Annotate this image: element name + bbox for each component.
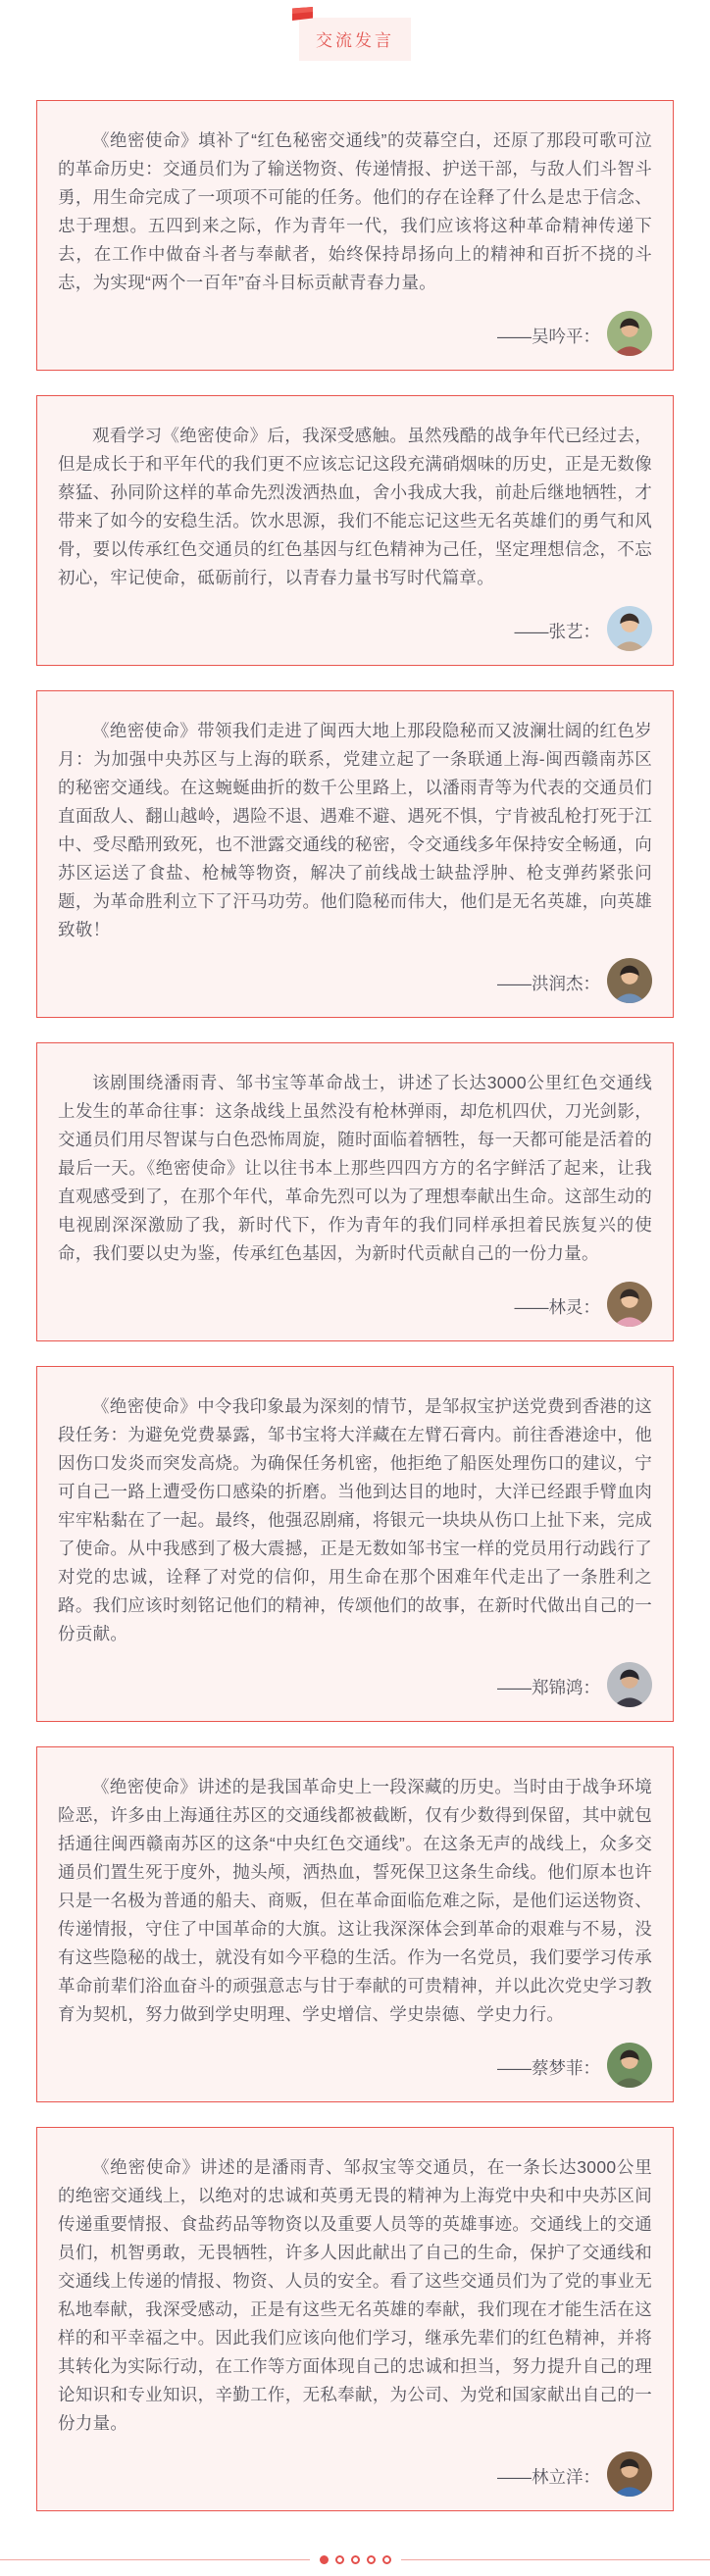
author-row <box>58 311 652 356</box>
pager-dot[interactable] <box>367 2555 376 2564</box>
author-name: ——林立洋： <box>497 2464 600 2497</box>
author-name: ——蔡梦菲： <box>497 2055 600 2088</box>
section-title-box <box>299 18 411 61</box>
comment-card <box>36 1042 674 1341</box>
red-flag-icon <box>292 7 313 21</box>
author-name: ——吴吟平： <box>497 324 600 356</box>
author-row <box>58 2451 652 2497</box>
comment-text: 该剧围绕潘雨青、邹书宝等革命战士，讲述了长达3000公里红色交通线上发生的革命往事：这条战线上虽然没有枪林弹雨，却危机四伏，刀光剑影，交通员们用尽智谋与白色恐怖周旋，随时面临着牺牲，每一天都可能是活着的最后一天。《绝密使命》让以往书本上那些四四方方的名字鲜活了起来，让我直观感受到了，在那个年代，革命先烈可以为了理想奉献出生命。这部生动的电视剧深深激励了我，新时代下，作为青年的我们同样承担着民族复兴的使命，我们要以史为鉴，传承红色基因，为新时代贡献自己的一份力量。 <box>58 1069 652 1268</box>
pager-dot-active[interactable] <box>320 2555 329 2564</box>
avatar <box>607 2043 652 2088</box>
carousel-pager <box>0 2555 710 2564</box>
comment-card-list <box>0 100 710 2511</box>
comment-text: 观看学习《绝密使命》后，我深受感触。虽然残酷的战争年代已经过去，但是成长于和平年代的我们更不应该忘记这段充满硝烟味的历史，正是无数像蔡猛、孙同阶这样的革命先烈泼洒热血，舍小我成大我，前赴后继地牺牲，才带来了如今的安稳生活。饮水思源，我们不能忘记这些无名英雄们的勇气和风骨，要以传承红色交通员的红色基因与红色精神为己任，坚定理想信念，不忘初心，牢记使命，砥砺前行，以青春力量书写时代篇章。 <box>58 422 652 592</box>
comment-card <box>36 395 674 666</box>
avatar <box>607 311 652 356</box>
author-row <box>58 1662 652 1707</box>
author-name: ——郑锦鸿： <box>497 1675 600 1707</box>
comment-card <box>36 100 674 371</box>
comment-text: 《绝密使命》讲述的是潘雨青、邹叔宝等交通员，在一条长达3000公里的绝密交通线上，以绝对的忠诚和英勇无畏的精神为上海党中央和中央苏区间传递重要情报、食盐药品等物资以及重要人员等的英雄事迹。交通线上的交通员们，机智勇敢，无畏牺牲，许多人因此献出了自己的生命，保护了交通线和交通线上传递的情报、物资、人员的安全。看了这些交通员们为了党的事业无私地奉献，我深受感动，正是有这些无名英雄的奉献，我们现在才能生活在这样的和平幸福之中。因此我们应该向他们学习，继承先辈们的红色精神，并将其转化为实际行动，在工作等方面体现自己的忠诚和担当，努力提升自己的理论知识和专业知识，辛勤工作，无私奉献，为公司、为党和国家献出自己的一份力量。 <box>58 2153 652 2438</box>
comment-text: 《绝密使命》中令我印象最为深刻的情节，是邹叔宝护送党费到香港的这段任务：为避免党费暴露，邹书宝将大洋藏在左臂石膏内。前往香港途中，他因伤口发炎而突发高烧。为确保任务机密，他拒绝了船医处理伤口的建议，宁可自己一路上遭受伤口感染的折磨。当他到达目的地时，大洋已经跟手臂血肉牢牢粘黏在了一起。最终，他强忍剧痛，将银元一块块从伤口上扯下来，完成了使命。从中我感到了极大震撼，正是无数如邹书宝一样的党员用行动践行了对党的忠诚，诠释了对党的信仰，用生命在那个困难年代走出了一条胜利之路。我们应该时刻铭记他们的精神，传颂他们的故事，在新时代做出自己的一份贡献。 <box>58 1392 652 1648</box>
page-title: 交流发言 <box>316 31 394 50</box>
comment-card <box>36 1366 674 1722</box>
pager-dot[interactable] <box>382 2555 391 2564</box>
avatar <box>607 2451 652 2497</box>
comment-card <box>36 1746 674 2102</box>
comment-text: 《绝密使命》填补了“红色秘密交通线”的荧幕空白，还原了那段可歌可泣的革命历史：交通员们为了输送物资、传递情报、护送干部，与敌人们斗智斗勇，用生命完成了一项项不可能的任务。他们的存在诠释了什么是忠于信念、忠于理想。五四到来之际，作为青年一代，我们应该将这种革命精神传递下去，在工作中做奋斗者与奉献者，始终保持昂扬向上的精神和百折不挠的斗志，为实现“两个一百年”奋斗目标贡献青春力量。 <box>58 126 652 297</box>
comment-text: 《绝密使命》带领我们走进了闽西大地上那段隐秘而又波澜壮阔的红色岁月：为加强中央苏区与上海的联系，党建立起了一条联通上海-闽西赣南苏区的秘密交通线。在这蜿蜒曲折的数千公里路上，以潘雨青等为代表的交通员们直面敌人、翻山越岭，遇险不退、遇难不避、遇死不惧，宁肯被乱枪打死于江中、受尽酷刑致死，也不泄露交通线的秘密，令交通线多年保持安全畅通，向苏区运送了食盐、枪械等物资，解决了前线战士缺盐浮肿、枪支弹药紧张问题，为革命胜利立下了汗马功劳。他们隐秘而伟大，他们是无名英雄，向英雄致敬！ <box>58 717 652 944</box>
comment-text: 《绝密使命》讲述的是我国革命史上一段深藏的历史。当时由于战争环境险恶，许多由上海通往苏区的交通线都被截断，仅有少数得到保留，其中就包括通往闽西赣南苏区的这条“中央红色交通线”。在这条无声的战线上，众多交通员们置生死于度外，抛头颅，洒热血，誓死保卫这条生命线。他们原本也许只是一名极为普通的船夫、商贩，但在革命面临危难之际，是他们运送物资、传递情报，守住了中国革命的大旗。这让我深深体会到革命的艰难与不易，没有这些隐秘的战士，就没有如今平稳的生活。作为一名党员，我们要学习传承革命前辈们浴血奋斗的顽强意志与甘于奉献的可贵精神，并以此次党史学习教育为契机，努力做到学史明理、学史增信、学史崇德、学史力行。 <box>58 1773 652 2029</box>
avatar <box>607 1662 652 1707</box>
pager-dot[interactable] <box>335 2555 344 2564</box>
author-name: ——张艺： <box>515 619 601 651</box>
pager-dot[interactable] <box>351 2555 360 2564</box>
pager-line-left <box>0 2559 310 2560</box>
avatar <box>607 958 652 1003</box>
author-row <box>58 606 652 651</box>
pager-dots <box>320 2555 391 2564</box>
page-header <box>0 0 710 59</box>
comment-card <box>36 2127 674 2511</box>
pager-line-right <box>401 2559 710 2560</box>
author-row <box>58 2043 652 2088</box>
avatar <box>607 606 652 651</box>
author-name: ——洪润杰： <box>497 971 600 1003</box>
author-name: ——林灵： <box>515 1294 601 1327</box>
avatar <box>607 1282 652 1327</box>
author-row <box>58 1282 652 1327</box>
author-row <box>58 958 652 1003</box>
comment-card <box>36 690 674 1018</box>
